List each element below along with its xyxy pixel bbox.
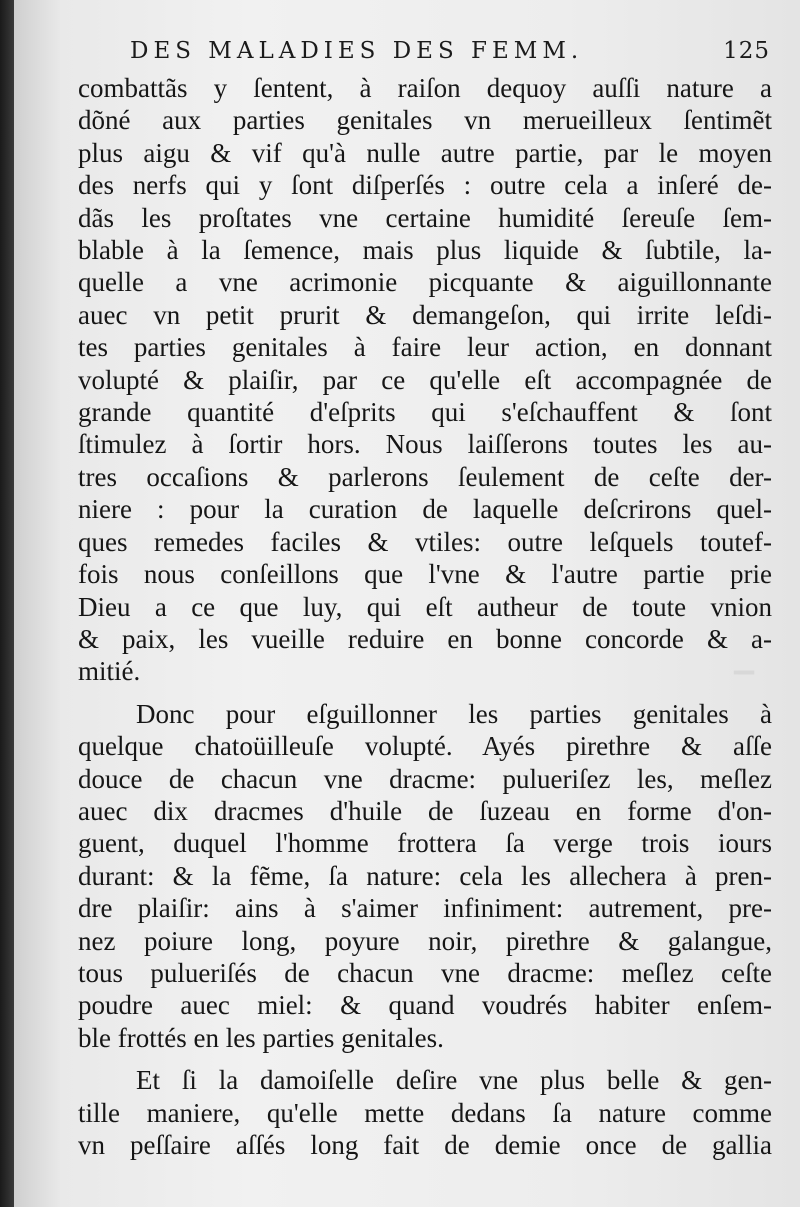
text-line: ques remedes faciles & vtiles: outre leſquels toutef- [78,526,772,557]
body-text [78,72,772,1161]
page-number: 125 [723,38,770,64]
text-line: fois nous conſeillons que l'vne & l'autre partie prie [78,559,772,590]
text-line: blable à la ſemence, mais plus liquide & ſubtile, la- [78,235,772,266]
text-line: tous pulueriſés de chacun vne dracme: meſlez ceſte [78,957,772,988]
running-head [130,38,770,64]
show-through: ▔ [734,672,754,701]
book-gutter [0,0,14,1207]
text-line: combattãs y ſentent, à raiſon dequoy auſſi nature a [78,73,772,103]
text-line: tres occaſions & parlerons ſeulement de ceſte der- [78,461,772,492]
text-line: grande quantité d'eſprits qui s'eſchauffent & ſont [78,397,772,428]
text-line: & paix, les vueille reduire en bonne concorde & a- [78,623,772,654]
text-line: Et ſi la damoiſelle deſire vne plus belle & gen- [136,1065,772,1096]
text-line: vn peſſaire aſſés long fait de demie once de gallia [78,1130,772,1160]
text-line: dre plaiſir: ains à s'aimer infiniment: autrement, pre- [78,893,772,924]
text-line: dãs les proſtates vne certaine humidité ſereuſe ſem- [78,202,772,233]
paragraph-1 [78,72,772,688]
text-line: ſtimulez à ſortir hors. Nous laiſſerons toutes les au- [78,429,772,460]
text-line: tille maniere, qu'elle mette dedans ſa nature comme [78,1097,772,1128]
text-line: ble frottés en les parties genitales. [78,1022,444,1053]
paragraph-gap [78,1054,772,1064]
text-line: Dieu a ce que luy, qui eſt autheur de toute vnion [78,591,772,622]
text-line: dõné aux parties genitales vn merueilleux ſentimẽt [78,105,772,136]
paragraph-gap [78,688,772,698]
text-line: quelle a vne acrimonie picquante & aiguillonnante [78,267,772,298]
text-line: nez poiure long, poyure noir, pirethre & galangue, [78,925,772,956]
text-line: quelque chatoüilleuſe volupté. Ayés pirethre & aſſe [78,731,772,762]
text-line: plus aigu & vif qu'à nulle autre partie, par le moyen [78,137,772,168]
paragraph-2 [78,698,772,1054]
text-line: durant: & la fẽme, ſa nature: cela les allechera à pren- [78,860,772,891]
text-line: niere : pour la curation de laquelle deſcrirons quel- [78,494,772,525]
running-title: DES MALADIES DES FEMM. [130,38,584,64]
text-line: des nerfs qui y ſont diſperſés : outre cela a inſeré de- [78,170,772,201]
text-line: guent, duquel l'homme frottera ſa verge trois iours [78,828,772,859]
text-line: mitié. [78,656,141,687]
text-line: auec dix dracmes d'huile de ſuzeau en forme d'on- [78,795,772,826]
text-line: poudre auec miel: & quand voudrés habiter enſem- [78,990,772,1021]
text-line: douce de chacun vne dracme: pulueriſez les, meſlez [78,763,772,794]
text-line: tes parties genitales à faire leur action, en donnant [78,332,772,363]
paragraph-3 [78,1064,772,1161]
text-line: volupté & plaiſir, par ce qu'elle eſt accompagnée de [78,364,772,395]
text-line: auec vn petit prurit & demangeſon, qui irrite leſdi- [78,299,772,330]
text-line: Donc pour eſguillonner les parties genitales à [136,698,772,729]
